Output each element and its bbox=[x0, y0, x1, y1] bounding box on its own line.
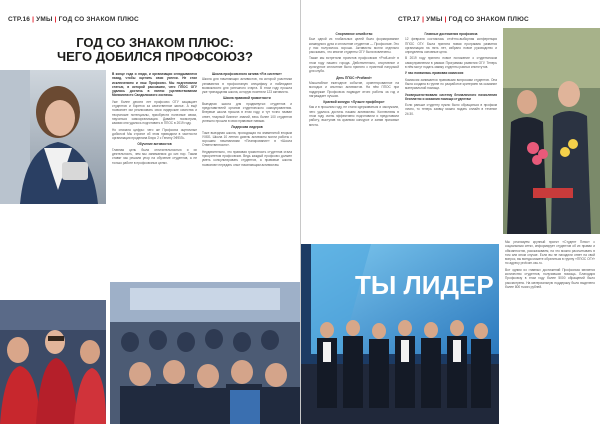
photo-group-with-flowers bbox=[503, 28, 600, 234]
right-column-3: Мы реализуем крупный проект «Студент Плюс» с социальным сетях, информирует студентов об их правах и обязанностях, рассказываем, на что можно рассчитывать в том или ином случае. Если вы не находили ответ на свой вопрос, вы всегда можете обратиться в группу «ППОС ОГУ» по адресу profcom.osu.ru. Вот одним из главных достижений Профсоюза является количество студентов, получивших помощь. Благодаря Профсоюзу в этом году более 5000 обращений было рассмотрено. На материальную поддержку было выделено более 800 тысяч рублей. bbox=[505, 240, 595, 289]
banner-text: ТЫ ЛИДЕР bbox=[355, 270, 494, 300]
title-line-1: ГОД СО ЗНАКОМ ПЛЮС: bbox=[76, 35, 234, 50]
title-line-2: ЧЕГО ДОБИЛСЯ ПРОФСОЮЗ? bbox=[57, 49, 253, 64]
photo-stage-leader-banner bbox=[301, 244, 499, 424]
article-title bbox=[40, 36, 270, 64]
photo-auditorium-audience bbox=[110, 282, 300, 424]
right-page bbox=[300, 0, 600, 424]
photo-woman-portrait bbox=[0, 70, 106, 204]
left-column-2: Школа профсоюзного актива «Я в системе» Школа для начинающих активистов, на которой участники узнаваются в профсоюзную специфику и наблюдают возможности для успешного старта. В этом году прошла уже тринадцатая школа, которую посетили 123 активиста. Школа правовой грамотности Выездная школа для продвинутых студентов и представителей органов студенческого самоуправления. Впервые школа прошла в этом году, и тут точно назван ответ, «парный бизнес» знаний, весь более 100 студентов успешно прошли в свои правовые навыки. Лидерская лидеров Тоже выездная школа, проходящая на знаменитой вторым УХББ. Школа 10 летних дизель активисты могли работы с хорошим начинаниями «Планирование» в «Школа Ответственности». Неудивительно, что правовая грамотность студентов стала приоритетом профсоюзов. Ведь каждый профсоюз должен уметь консультировать студентов, а правовые школы позволяют передать опыт начинающим активистам. bbox=[202, 72, 292, 167]
right-page-header: СТР.17 | УМЫ | ГОД СО ЗНАКОМ ПЛЮС bbox=[398, 16, 529, 23]
left-page-header: СТР.16 | УМЫ | ГОД СО ЗНАКОМ ПЛЮС bbox=[8, 16, 139, 23]
right-column-1: Спортивное семейство Был одной из глобальных целей было формирование командного духа и сплочение студентов — Профсоюзе. Это у нас получилось хорошо. Активисты могли отдельно рассказать, что многие студенты ОГУ были вовлечены. Также мы встретили проектов профсоюзов «ProfLand» в этом году нашего города. Действительно, спортивное и культурное сплочение было принято с приятной нагрузкой для клуба. День ППОС «Profland» Масштабное ежегодное событие, ориентированное на молодых и опытных активистов. На нём ППОС при поддержке Профсоюза подводит итоги работы за год и награждает лучших. Краевой конкурс «Лучшее профбюро» Как и в прошлом году, не стали сдерживаться и заслужили, чего удалось достичь нашим активистам. Коллективы в этом году очень эффективно подготовили и представили работу, выступив на краевом конкурсе и заняв призовые места. bbox=[309, 32, 399, 127]
left-column-1: В конце года и люди, и организации оглядываются назад, чтобы оценить свои успехи. Не стал исключением и наш Профсоюз. Мы подготовили статью, в которой расскажем, чего ППОС ОГУ удалось достичь в напгзо уцелевствовании Минимотисто Сандилиоиого эостимы. Уже более десяти лет профсоюз ОГУ защищает студентов и борется за качественное жилье. А ещё позволяет им реализовать свои лидерские качества и творческие потенциалы, приобрести полезные связи, научиться самоорганизации. Давайте посмотрим, какими они удалось подготовить в ППОС в 2019 году. Но сначала цифры: чего же Профсоюз оценочные добился! Мы строгие об этом приводили в частности организация проделана Бюро 2 с Генину ЭФЕЛЬ. Обучение активистов Главная цель была отличительностью и их деятельность, чем мы занимаемся до сих пор. Таким ставят мы решили упор на обучение студентов, а не только работе в профсоюзных целях. bbox=[112, 72, 197, 165]
photo-crowd-red-shirts bbox=[0, 300, 106, 424]
right-column-2: Главные достижения профсоюза 12 февраля состоялась отчётно-выборная конференция ППОС ОГУ. Была принята новая программа развития организации на пять лет, избрано новое руководство и определены основные цели. В 2019 году принято новое положение о студенческом самоуправлении в рамках Программы развития ОГУ. Теперь в нём могут подать заявку студенты разных институтов. У нас появилась правовая комиссия Комиссия занимается правовыми вопросами студентов. Она была создана в группе по разработке критериев на оказание материальной помощи. Усовершенствовали систему безналичного начисления бесплатно и оказания помощи студентам Если раньше студенту нужно было обращаться в профком лично, то теперь заявку можно подать онлайн в течение 24:30. bbox=[405, 32, 497, 116]
